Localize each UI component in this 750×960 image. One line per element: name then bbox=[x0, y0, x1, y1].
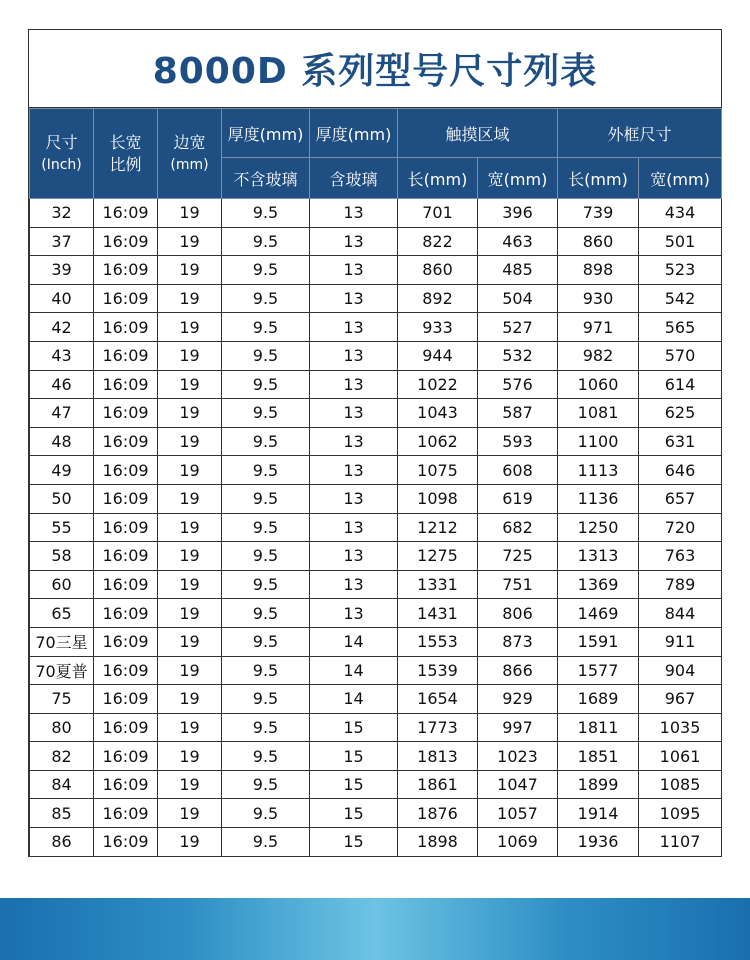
table-row bbox=[30, 513, 722, 542]
cell-thickness-glass: 13 bbox=[310, 199, 398, 228]
page-title: 8000D 系列型号尺寸列表 bbox=[29, 30, 721, 108]
cell-bezel: 19 bbox=[158, 284, 222, 313]
table-row bbox=[30, 685, 722, 714]
cell-bezel: 19 bbox=[158, 656, 222, 685]
cell-ratio: 16:09 bbox=[94, 570, 158, 599]
cell-thickness-no-glass: 9.5 bbox=[222, 542, 310, 571]
cell-thickness-no-glass: 9.5 bbox=[222, 456, 310, 485]
cell-thickness-no-glass: 9.5 bbox=[222, 199, 310, 228]
cell-touch-width: 866 bbox=[478, 656, 558, 685]
cell-thickness-glass: 14 bbox=[310, 627, 398, 656]
cell-touch-width: 593 bbox=[478, 427, 558, 456]
cell-thickness-glass: 13 bbox=[310, 256, 398, 285]
cell-size: 75 bbox=[30, 685, 94, 714]
table-row bbox=[30, 484, 722, 513]
cell-frame-width: 565 bbox=[639, 313, 722, 342]
cell-thickness-no-glass: 9.5 bbox=[222, 570, 310, 599]
cell-frame-width: 646 bbox=[639, 456, 722, 485]
cell-size: 84 bbox=[30, 770, 94, 799]
cell-thickness-glass: 13 bbox=[310, 227, 398, 256]
cell-touch-width: 929 bbox=[478, 685, 558, 714]
header-thickness-no-glass: 厚度(mm) bbox=[222, 109, 310, 158]
cell-touch-width: 751 bbox=[478, 570, 558, 599]
cell-thickness-glass: 13 bbox=[310, 284, 398, 313]
cell-thickness-glass: 13 bbox=[310, 570, 398, 599]
cell-frame-length: 1081 bbox=[558, 399, 639, 428]
cell-ratio: 16:09 bbox=[94, 370, 158, 399]
cell-size: 82 bbox=[30, 742, 94, 771]
cell-size: 85 bbox=[30, 799, 94, 828]
cell-frame-width: 763 bbox=[639, 542, 722, 571]
cell-thickness-glass: 15 bbox=[310, 799, 398, 828]
header-bezel-label: 边宽 bbox=[173, 132, 206, 152]
cell-ratio: 16:09 bbox=[94, 828, 158, 857]
cell-touch-width: 619 bbox=[478, 484, 558, 513]
table-row bbox=[30, 341, 722, 370]
table-row bbox=[30, 570, 722, 599]
cell-frame-width: 1085 bbox=[639, 770, 722, 799]
cell-ratio: 16:09 bbox=[94, 284, 158, 313]
cell-ratio: 16:09 bbox=[94, 770, 158, 799]
cell-ratio: 16:09 bbox=[94, 656, 158, 685]
cell-frame-width: 789 bbox=[639, 570, 722, 599]
cell-touch-width: 1069 bbox=[478, 828, 558, 857]
cell-frame-length: 971 bbox=[558, 313, 639, 342]
cell-touch-width: 873 bbox=[478, 627, 558, 656]
cell-touch-length: 1654 bbox=[398, 685, 478, 714]
cell-thickness-no-glass: 9.5 bbox=[222, 627, 310, 656]
cell-thickness-no-glass: 9.5 bbox=[222, 284, 310, 313]
table-row bbox=[30, 627, 722, 656]
cell-touch-length: 1022 bbox=[398, 370, 478, 399]
cell-thickness-glass: 13 bbox=[310, 599, 398, 628]
header-bezel-unit: (mm) bbox=[170, 156, 209, 173]
header-with-glass: 含玻璃 bbox=[310, 158, 398, 199]
cell-touch-length: 892 bbox=[398, 284, 478, 313]
table-row bbox=[30, 227, 722, 256]
cell-frame-width: 844 bbox=[639, 599, 722, 628]
cell-frame-length: 930 bbox=[558, 284, 639, 313]
cell-frame-width: 657 bbox=[639, 484, 722, 513]
cell-size: 86 bbox=[30, 828, 94, 857]
cell-frame-width: 1095 bbox=[639, 799, 722, 828]
header-frame-length: 长(mm) bbox=[558, 158, 639, 199]
cell-touch-width: 997 bbox=[478, 713, 558, 742]
header-touch-area: 触摸区域 bbox=[398, 109, 558, 158]
table-row bbox=[30, 256, 722, 285]
table-row bbox=[30, 799, 722, 828]
header-ratio-line2: 比例 bbox=[109, 154, 142, 174]
header-ratio-line1: 长宽 bbox=[109, 132, 142, 152]
cell-touch-length: 1813 bbox=[398, 742, 478, 771]
cell-bezel: 19 bbox=[158, 713, 222, 742]
cell-frame-length: 1113 bbox=[558, 456, 639, 485]
cell-frame-length: 898 bbox=[558, 256, 639, 285]
cell-touch-width: 485 bbox=[478, 256, 558, 285]
cell-size: 70三星 bbox=[30, 627, 94, 656]
cell-ratio: 16:09 bbox=[94, 542, 158, 571]
header-bezel bbox=[158, 109, 222, 199]
header-no-glass: 不含玻璃 bbox=[222, 158, 310, 199]
cell-touch-width: 587 bbox=[478, 399, 558, 428]
cell-frame-width: 720 bbox=[639, 513, 722, 542]
cell-touch-width: 527 bbox=[478, 313, 558, 342]
spec-table-frame bbox=[28, 29, 722, 857]
cell-ratio: 16:09 bbox=[94, 599, 158, 628]
cell-touch-length: 944 bbox=[398, 341, 478, 370]
cell-frame-length: 1250 bbox=[558, 513, 639, 542]
cell-thickness-glass: 14 bbox=[310, 656, 398, 685]
cell-size: 46 bbox=[30, 370, 94, 399]
cell-bezel: 19 bbox=[158, 456, 222, 485]
cell-thickness-no-glass: 9.5 bbox=[222, 599, 310, 628]
cell-size: 47 bbox=[30, 399, 94, 428]
cell-thickness-no-glass: 9.5 bbox=[222, 742, 310, 771]
cell-size: 55 bbox=[30, 513, 94, 542]
cell-touch-width: 532 bbox=[478, 341, 558, 370]
cell-bezel: 19 bbox=[158, 627, 222, 656]
cell-frame-length: 1689 bbox=[558, 685, 639, 714]
cell-touch-length: 933 bbox=[398, 313, 478, 342]
cell-touch-width: 806 bbox=[478, 599, 558, 628]
cell-bezel: 19 bbox=[158, 828, 222, 857]
cell-thickness-no-glass: 9.5 bbox=[222, 370, 310, 399]
table-row bbox=[30, 656, 722, 685]
cell-touch-width: 608 bbox=[478, 456, 558, 485]
cell-bezel: 19 bbox=[158, 227, 222, 256]
cell-size: 43 bbox=[30, 341, 94, 370]
cell-touch-length: 1075 bbox=[398, 456, 478, 485]
header-size-unit: (Inch) bbox=[41, 156, 82, 173]
header-thickness-glass: 厚度(mm) bbox=[310, 109, 398, 158]
table-row bbox=[30, 313, 722, 342]
table-row bbox=[30, 770, 722, 799]
cell-bezel: 19 bbox=[158, 427, 222, 456]
cell-touch-length: 860 bbox=[398, 256, 478, 285]
cell-frame-length: 1100 bbox=[558, 427, 639, 456]
cell-touch-length: 1861 bbox=[398, 770, 478, 799]
cell-ratio: 16:09 bbox=[94, 685, 158, 714]
cell-ratio: 16:09 bbox=[94, 627, 158, 656]
cell-bezel: 19 bbox=[158, 341, 222, 370]
cell-touch-length: 1898 bbox=[398, 828, 478, 857]
cell-frame-width: 542 bbox=[639, 284, 722, 313]
cell-size: 40 bbox=[30, 284, 94, 313]
cell-thickness-glass: 14 bbox=[310, 685, 398, 714]
cell-frame-length: 1469 bbox=[558, 599, 639, 628]
cell-bezel: 19 bbox=[158, 770, 222, 799]
cell-ratio: 16:09 bbox=[94, 713, 158, 742]
cell-ratio: 16:09 bbox=[94, 341, 158, 370]
cell-touch-width: 396 bbox=[478, 199, 558, 228]
cell-ratio: 16:09 bbox=[94, 799, 158, 828]
cell-touch-width: 1057 bbox=[478, 799, 558, 828]
cell-touch-width: 504 bbox=[478, 284, 558, 313]
header-size bbox=[30, 109, 94, 199]
cell-ratio: 16:09 bbox=[94, 256, 158, 285]
cell-touch-length: 1773 bbox=[398, 713, 478, 742]
cell-thickness-glass: 13 bbox=[310, 542, 398, 571]
cell-thickness-no-glass: 9.5 bbox=[222, 513, 310, 542]
cell-touch-length: 1876 bbox=[398, 799, 478, 828]
header-size-label: 尺寸 bbox=[45, 132, 78, 152]
table-row bbox=[30, 284, 722, 313]
table-body bbox=[30, 199, 722, 857]
cell-thickness-glass: 15 bbox=[310, 742, 398, 771]
table-row bbox=[30, 199, 722, 228]
cell-frame-width: 434 bbox=[639, 199, 722, 228]
cell-touch-width: 1047 bbox=[478, 770, 558, 799]
table-row bbox=[30, 742, 722, 771]
cell-size: 49 bbox=[30, 456, 94, 485]
cell-thickness-no-glass: 9.5 bbox=[222, 399, 310, 428]
cell-frame-length: 860 bbox=[558, 227, 639, 256]
cell-frame-length: 1577 bbox=[558, 656, 639, 685]
cell-frame-width: 625 bbox=[639, 399, 722, 428]
cell-size: 39 bbox=[30, 256, 94, 285]
cell-thickness-no-glass: 9.5 bbox=[222, 341, 310, 370]
cell-frame-length: 1136 bbox=[558, 484, 639, 513]
cell-frame-width: 631 bbox=[639, 427, 722, 456]
cell-size: 58 bbox=[30, 542, 94, 571]
cell-touch-length: 1043 bbox=[398, 399, 478, 428]
cell-thickness-glass: 13 bbox=[310, 456, 398, 485]
cell-bezel: 19 bbox=[158, 799, 222, 828]
cell-bezel: 19 bbox=[158, 484, 222, 513]
cell-frame-length: 1060 bbox=[558, 370, 639, 399]
cell-bezel: 19 bbox=[158, 542, 222, 571]
cell-touch-width: 682 bbox=[478, 513, 558, 542]
cell-thickness-no-glass: 9.5 bbox=[222, 227, 310, 256]
table-row bbox=[30, 713, 722, 742]
cell-thickness-no-glass: 9.5 bbox=[222, 427, 310, 456]
cell-ratio: 16:09 bbox=[94, 484, 158, 513]
cell-touch-length: 1539 bbox=[398, 656, 478, 685]
cell-touch-length: 1331 bbox=[398, 570, 478, 599]
cell-thickness-no-glass: 9.5 bbox=[222, 770, 310, 799]
cell-frame-width: 1061 bbox=[639, 742, 722, 771]
table-row bbox=[30, 427, 722, 456]
cell-touch-width: 463 bbox=[478, 227, 558, 256]
cell-touch-width: 1023 bbox=[478, 742, 558, 771]
cell-thickness-glass: 13 bbox=[310, 341, 398, 370]
cell-size: 37 bbox=[30, 227, 94, 256]
cell-touch-length: 1212 bbox=[398, 513, 478, 542]
cell-bezel: 19 bbox=[158, 742, 222, 771]
cell-size: 60 bbox=[30, 570, 94, 599]
cell-ratio: 16:09 bbox=[94, 427, 158, 456]
cell-size: 80 bbox=[30, 713, 94, 742]
cell-frame-length: 1811 bbox=[558, 713, 639, 742]
cell-thickness-no-glass: 9.5 bbox=[222, 484, 310, 513]
cell-touch-length: 1062 bbox=[398, 427, 478, 456]
cell-thickness-glass: 13 bbox=[310, 427, 398, 456]
cell-thickness-glass: 13 bbox=[310, 513, 398, 542]
cell-ratio: 16:09 bbox=[94, 227, 158, 256]
cell-bezel: 19 bbox=[158, 685, 222, 714]
cell-frame-length: 1591 bbox=[558, 627, 639, 656]
cell-thickness-glass: 15 bbox=[310, 713, 398, 742]
cell-thickness-no-glass: 9.5 bbox=[222, 313, 310, 342]
table-row bbox=[30, 456, 722, 485]
cell-touch-length: 1431 bbox=[398, 599, 478, 628]
cell-thickness-glass: 15 bbox=[310, 828, 398, 857]
cell-frame-width: 904 bbox=[639, 656, 722, 685]
cell-frame-width: 1035 bbox=[639, 713, 722, 742]
header-touch-length: 长(mm) bbox=[398, 158, 478, 199]
cell-touch-length: 701 bbox=[398, 199, 478, 228]
cell-thickness-glass: 13 bbox=[310, 399, 398, 428]
cell-bezel: 19 bbox=[158, 513, 222, 542]
cell-bezel: 19 bbox=[158, 370, 222, 399]
cell-thickness-no-glass: 9.5 bbox=[222, 713, 310, 742]
cell-ratio: 16:09 bbox=[94, 199, 158, 228]
cell-ratio: 16:09 bbox=[94, 399, 158, 428]
cell-frame-width: 911 bbox=[639, 627, 722, 656]
header-frame-size: 外框尺寸 bbox=[558, 109, 722, 158]
header-ratio bbox=[94, 109, 158, 199]
cell-frame-width: 501 bbox=[639, 227, 722, 256]
cell-thickness-no-glass: 9.5 bbox=[222, 685, 310, 714]
cell-frame-length: 1851 bbox=[558, 742, 639, 771]
cell-thickness-no-glass: 9.5 bbox=[222, 799, 310, 828]
cell-touch-width: 576 bbox=[478, 370, 558, 399]
cell-frame-length: 1899 bbox=[558, 770, 639, 799]
cell-size: 70夏普 bbox=[30, 656, 94, 685]
cell-frame-width: 523 bbox=[639, 256, 722, 285]
cell-ratio: 16:09 bbox=[94, 513, 158, 542]
cell-bezel: 19 bbox=[158, 199, 222, 228]
table-row bbox=[30, 599, 722, 628]
cell-bezel: 19 bbox=[158, 399, 222, 428]
cell-frame-width: 570 bbox=[639, 341, 722, 370]
cell-thickness-glass: 13 bbox=[310, 484, 398, 513]
cell-frame-width: 967 bbox=[639, 685, 722, 714]
header-touch-width: 宽(mm) bbox=[478, 158, 558, 199]
cell-touch-length: 1098 bbox=[398, 484, 478, 513]
cell-size: 48 bbox=[30, 427, 94, 456]
table-header bbox=[30, 109, 722, 199]
cell-thickness-no-glass: 9.5 bbox=[222, 656, 310, 685]
cell-size: 42 bbox=[30, 313, 94, 342]
cell-touch-length: 1275 bbox=[398, 542, 478, 571]
cell-frame-length: 1313 bbox=[558, 542, 639, 571]
cell-ratio: 16:09 bbox=[94, 456, 158, 485]
cell-frame-length: 1914 bbox=[558, 799, 639, 828]
table-row bbox=[30, 370, 722, 399]
header-frame-width: 宽(mm) bbox=[639, 158, 722, 199]
cell-size: 65 bbox=[30, 599, 94, 628]
cell-thickness-no-glass: 9.5 bbox=[222, 828, 310, 857]
cell-bezel: 19 bbox=[158, 599, 222, 628]
cell-frame-width: 1107 bbox=[639, 828, 722, 857]
cell-frame-length: 739 bbox=[558, 199, 639, 228]
cell-bezel: 19 bbox=[158, 313, 222, 342]
cell-ratio: 16:09 bbox=[94, 742, 158, 771]
cell-frame-length: 1936 bbox=[558, 828, 639, 857]
cell-frame-length: 1369 bbox=[558, 570, 639, 599]
cell-touch-width: 725 bbox=[478, 542, 558, 571]
footer-gradient-band bbox=[0, 898, 750, 960]
table-row bbox=[30, 542, 722, 571]
cell-thickness-glass: 15 bbox=[310, 770, 398, 799]
cell-frame-width: 614 bbox=[639, 370, 722, 399]
cell-thickness-no-glass: 9.5 bbox=[222, 256, 310, 285]
cell-touch-length: 822 bbox=[398, 227, 478, 256]
cell-bezel: 19 bbox=[158, 256, 222, 285]
spec-table bbox=[29, 108, 722, 857]
cell-ratio: 16:09 bbox=[94, 313, 158, 342]
cell-bezel: 19 bbox=[158, 570, 222, 599]
table-row bbox=[30, 399, 722, 428]
table-row bbox=[30, 828, 722, 857]
cell-size: 32 bbox=[30, 199, 94, 228]
cell-size: 50 bbox=[30, 484, 94, 513]
cell-thickness-glass: 13 bbox=[310, 313, 398, 342]
cell-frame-length: 982 bbox=[558, 341, 639, 370]
cell-touch-length: 1553 bbox=[398, 627, 478, 656]
cell-thickness-glass: 13 bbox=[310, 370, 398, 399]
